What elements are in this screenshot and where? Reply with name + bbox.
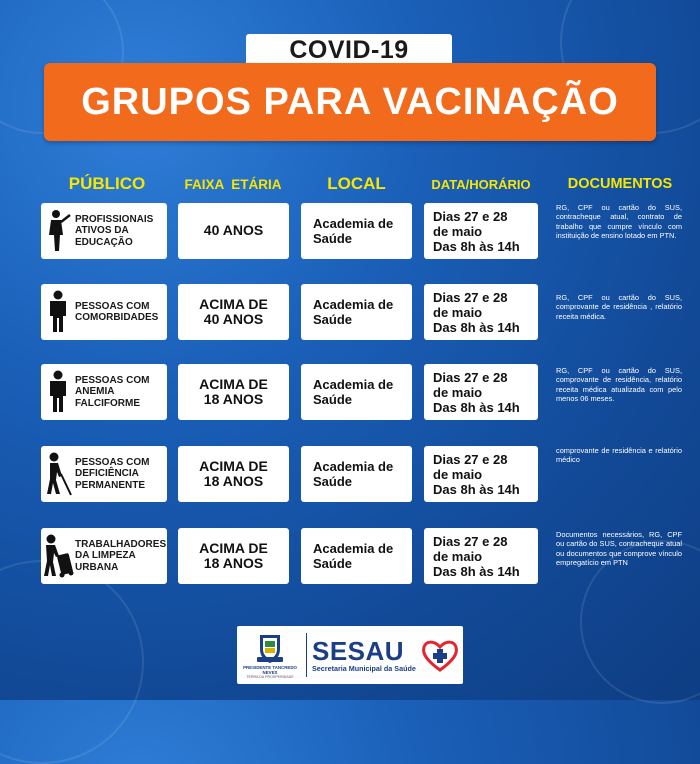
data-horario-text: Dias 27 e 28 de maio Das 8h às 14h	[433, 289, 520, 335]
faixa-etaria-text: ACIMA DE 40 ANOS	[199, 295, 268, 327]
data-horario-card	[424, 364, 538, 420]
coat-of-arms-icon	[253, 631, 287, 665]
faixa-etaria-text: ACIMA DE 18 ANOS	[199, 457, 268, 489]
blind-person-icon	[41, 452, 75, 496]
publico-card	[41, 203, 167, 259]
person-icon	[41, 290, 75, 334]
faixa-etaria-text: ACIMA DE 18 ANOS	[199, 375, 268, 407]
column-header-documentos: DOCUMENTOS	[567, 176, 673, 192]
publico-label: TRABALHADORES DA LIMPEZA URBANA	[75, 538, 167, 573]
heart-stethoscope-icon	[420, 637, 460, 673]
data-horario-text: Dias 27 e 28 de maio Das 8h às 14h	[433, 208, 520, 254]
faixa-etaria-text: ACIMA DE 18 ANOS	[199, 539, 268, 571]
local-text: Academia de Saúde	[313, 296, 394, 327]
column-header-faixa: FAIXA ETÁRIA	[184, 176, 282, 192]
local-text: Academia de Saúde	[313, 540, 394, 571]
publico-label: PROFISSIONAIS ATIVOS DA EDUCAÇÃO	[75, 213, 154, 248]
column-header-publico: PÚBLICO	[68, 174, 146, 193]
sesau-full-name: Secretaria Municipal da Saúde	[312, 663, 416, 673]
local-card	[301, 203, 412, 259]
publico-card	[41, 284, 167, 340]
teacher-icon	[41, 209, 75, 253]
city-name: PRESIDENTE TANCREDO NEVES	[243, 665, 297, 675]
sesau-logo	[310, 635, 416, 673]
documentos-text: RG, CPF ou cartão do SUS, contracheque atual, contrato de trabalho que cumpre vínculo com instituição de ensino lotado em PTN.	[556, 203, 682, 241]
documentos-text: comprovante de residência e relatório médico	[556, 446, 682, 465]
local-text: Academia de Saúde	[313, 458, 394, 489]
faixa-etaria-card	[178, 528, 289, 584]
sanitation-worker-icon	[41, 534, 75, 578]
documentos-text: RG, CPF ou cartão do SUS, comprovante de residência , relatório receita médica.	[556, 293, 682, 321]
data-horario-text: Dias 27 e 28 de maio Das 8h às 14h	[433, 369, 520, 415]
faixa-etaria-card	[178, 203, 289, 259]
faixa-etaria-card	[178, 446, 289, 502]
documentos-text: RG, CPF ou cartão do SUS, comprovante de residência, relatório receita médica atualizada com pelo menos 06 meses.	[556, 366, 682, 404]
publico-card	[41, 528, 167, 584]
local-text: Academia de Saúde	[313, 376, 394, 407]
person-icon	[41, 370, 75, 414]
page-title: GRUPOS PARA VACINAÇÃO	[44, 63, 656, 141]
faixa-etaria-card	[178, 284, 289, 340]
documentos-text: Documentos necessários, RG, CPF ou cartão do SUS, contracheque atual ou documentos que comprove vínculo empregatício em PTN	[556, 530, 682, 568]
footer-divider	[306, 633, 307, 677]
covid-tag: COVID-19	[246, 34, 452, 66]
publico-label: PESSOAS COM ANEMIA FALCIFORME	[75, 374, 150, 409]
local-card	[301, 284, 412, 340]
local-text: Academia de Saúde	[313, 215, 394, 246]
publico-label: PESSOAS COM DEFICIÊNCIA PERMANENTE	[75, 456, 150, 491]
virus-decoration	[0, 560, 144, 764]
data-horario-card	[424, 446, 538, 502]
faixa-etaria-text: 40 ANOS	[203, 222, 264, 239]
local-card	[301, 364, 412, 420]
data-horario-text: Dias 27 e 28 de maio Das 8h às 14h	[433, 533, 520, 579]
data-horario-card	[424, 528, 538, 584]
local-card	[301, 528, 412, 584]
faixa-etaria-card	[178, 364, 289, 420]
column-header-local: LOCAL	[327, 174, 386, 193]
data-horario-card	[424, 203, 538, 259]
sesau-name: SESAU	[312, 635, 405, 666]
city-motto: TERRA DA PROSPERIDADE	[246, 675, 294, 679]
data-horario-card	[424, 284, 538, 340]
publico-label: PESSOAS COM COMORBIDADES	[75, 300, 159, 323]
footer-logos	[237, 626, 463, 684]
publico-card	[41, 364, 167, 420]
publico-card	[41, 446, 167, 502]
local-card	[301, 446, 412, 502]
city-coat-of-arms	[237, 627, 303, 683]
column-header-data: DATA/HORÁRIO	[431, 176, 531, 192]
data-horario-text: Dias 27 e 28 de maio Das 8h às 14h	[433, 451, 520, 497]
